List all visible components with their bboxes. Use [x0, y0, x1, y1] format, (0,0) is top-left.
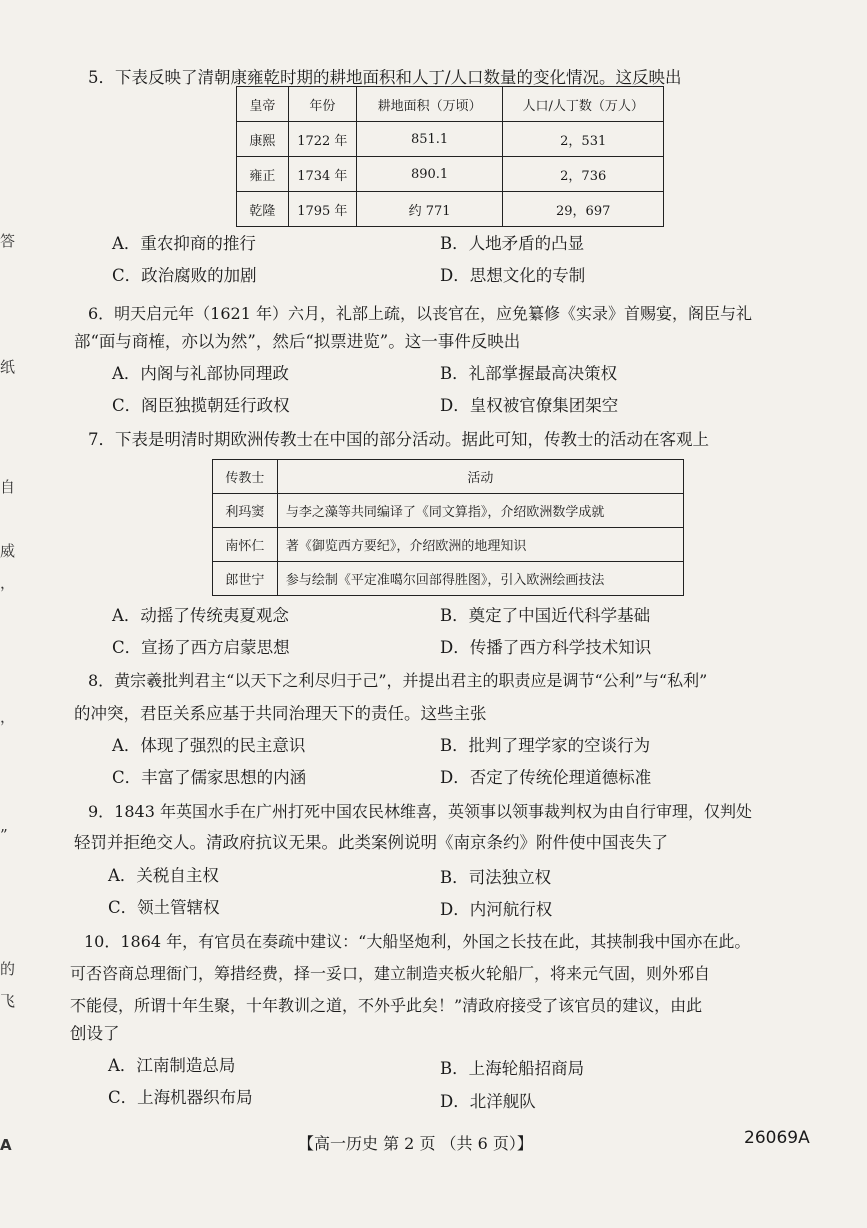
- q8-option-b[interactable]: B．批判了理学家的空谈行为: [440, 736, 651, 755]
- margin-mark: 飞: [0, 992, 16, 1010]
- table-header-row: [213, 460, 684, 494]
- q10-stem-line: 可否咨商总理衙门，筹措经费，择一妥口，建立制造夹板火轮船厂，将来元气固，则外邪自: [70, 964, 711, 983]
- q5-option-c[interactable]: C．政治腐败的加剧: [112, 266, 257, 285]
- table-row: [213, 528, 684, 562]
- table-header-cell: 年份: [288, 87, 356, 122]
- q8-option-d[interactable]: D．否定了传统伦理道德标准: [440, 768, 652, 787]
- table-cell: 康熙: [237, 122, 289, 157]
- margin-mark: 纸: [0, 358, 16, 376]
- exam-code: 26069A: [744, 1128, 810, 1148]
- q7-option-b[interactable]: B．奠定了中国近代科学基础: [440, 606, 651, 625]
- table-cell: 南怀仁: [213, 528, 278, 562]
- table-cell: 著《御览西方要纪》，介绍欧洲的地理知识: [277, 528, 683, 562]
- q6-stem-line: 部“面与商榷，亦以为然”，然后“拟票进览”。这一事件反映出: [74, 332, 521, 351]
- margin-mark: 自: [0, 478, 16, 496]
- q9-stem-line: 轻罚并拒绝交人。清政府抗议无果。此类案例说明《南京条约》附件使中国丧失了: [74, 833, 668, 852]
- q10-stem-line: 创设了: [70, 1024, 120, 1043]
- q10-option-d[interactable]: D．北洋舰队: [440, 1092, 536, 1111]
- table-cell: 2，531: [503, 122, 664, 157]
- margin-mark: 答: [0, 232, 16, 250]
- margin-mark: 威: [0, 542, 16, 560]
- margin-mark: ，: [0, 708, 16, 726]
- q9-option-c[interactable]: C．领土管辖权: [108, 898, 220, 917]
- q10-option-c[interactable]: C．上海机器织布局: [108, 1088, 253, 1107]
- q5-table: [236, 86, 664, 227]
- q7-option-c[interactable]: C．宣扬了西方启蒙思想: [112, 638, 290, 657]
- margin-mark: ，: [0, 574, 16, 592]
- q5-option-d[interactable]: D．思想文化的专制: [440, 266, 586, 285]
- page-footer: 【高一历史 第 2 页 （共 6 页）】: [298, 1134, 533, 1153]
- q6-option-c[interactable]: C．阁臣独揽朝廷行政权: [112, 396, 290, 415]
- table-cell: 郎世宁: [213, 562, 278, 596]
- q8-option-a[interactable]: A．体现了强烈的民主意识: [112, 736, 306, 755]
- margin-mark: 的: [0, 960, 16, 978]
- table-cell: 乾隆: [237, 192, 289, 227]
- q10-option-b[interactable]: B．上海轮船招商局: [440, 1059, 585, 1078]
- table-cell: 参与绘制《平定准噶尔回部得胜图》，引入欧洲绘画技法: [277, 562, 683, 596]
- table-header-cell: 皇帝: [237, 87, 289, 122]
- table-cell: 1722 年: [288, 122, 356, 157]
- table-cell: 利玛窦: [213, 494, 278, 528]
- table-row: [237, 192, 664, 227]
- q7-option-a[interactable]: A．动摇了传统夷夏观念: [112, 606, 289, 625]
- table-cell: 约 771: [356, 192, 503, 227]
- table-row: [237, 157, 664, 192]
- q7-option-d[interactable]: D．传播了西方科学技术知识: [440, 638, 652, 657]
- table-header-cell: 传教士: [213, 460, 278, 494]
- table-header-cell: 活动: [277, 460, 683, 494]
- table-cell: 2，736: [503, 157, 664, 192]
- q10-stem-line: 10．1864 年，有官员在奏疏中建议：“大船坚炮利，外国之长技在此，其挟制我中国亦在此。: [84, 932, 751, 951]
- q5-stem: 5．下表反映了清朝康雍乾时期的耕地面积和人丁/人口数量的变化情况。这反映出: [88, 68, 682, 87]
- q6-option-a[interactable]: A．内阁与礼部协同理政: [112, 364, 289, 383]
- q10-stem-line: 不能侵，所谓十年生聚，十年教训之道，不外乎此矣！”清政府接受了该官员的建议，由此: [70, 996, 703, 1015]
- table-header-cell: 耕地面积（万顷）: [356, 87, 503, 122]
- q6-stem-line: 6．明天启元年（1621 年）六月，礼部上疏，以丧官在，应免纂修《实录》首赐宴，阁臣与礼: [88, 304, 752, 323]
- table-row: [213, 494, 684, 528]
- q7-table: [212, 459, 684, 596]
- margin-mark: A: [0, 1136, 12, 1154]
- table-cell: 851.1: [356, 122, 503, 157]
- table-cell: 1795 年: [288, 192, 356, 227]
- q6-option-b[interactable]: B．礼部掌握最高决策权: [440, 364, 618, 383]
- q8-option-c[interactable]: C．丰富了儒家思想的内涵: [112, 768, 307, 787]
- table-cell: 890.1: [356, 157, 503, 192]
- table-header-row: [237, 87, 664, 122]
- table-header-cell: 人口/人丁数（万人）: [503, 87, 664, 122]
- table-cell: 雍正: [237, 157, 289, 192]
- q9-stem-line: 9．1843 年英国水手在广州打死中国农民林维喜，英领事以领事裁判权为由自行审理，仅判处: [88, 802, 752, 821]
- table-row: [237, 122, 664, 157]
- q9-option-b[interactable]: B．司法独立权: [440, 868, 552, 887]
- margin-mark: ”: [0, 826, 8, 844]
- q5-option-b[interactable]: B．人地矛盾的凸显: [440, 234, 585, 253]
- q5-option-a[interactable]: A．重农抑商的推行: [112, 234, 256, 253]
- q7-stem: 7．下表是明清时期欧洲传教士在中国的部分活动。据此可知，传教士的活动在客观上: [88, 430, 709, 449]
- q8-stem-line: 的冲突，君臣关系应基于共同治理天下的责任。这些主张: [74, 704, 487, 723]
- q8-stem-line: 8．黄宗羲批判君主“以天下之利尽归于己”，并提出君主的职责应是调节“公利”与“私利”: [88, 671, 708, 690]
- table-cell: 1734 年: [288, 157, 356, 192]
- q9-option-d[interactable]: D．内河航行权: [440, 900, 553, 919]
- table-cell: 29，697: [503, 192, 664, 227]
- q9-option-a[interactable]: A．关税自主权: [108, 866, 219, 885]
- q6-option-d[interactable]: D．皇权被官僚集团架空: [440, 396, 619, 415]
- table-cell: 与李之藻等共同编译了《同文算指》，介绍欧洲数学成就: [277, 494, 683, 528]
- q10-option-a[interactable]: A．江南制造总局: [108, 1056, 236, 1075]
- table-row: [213, 562, 684, 596]
